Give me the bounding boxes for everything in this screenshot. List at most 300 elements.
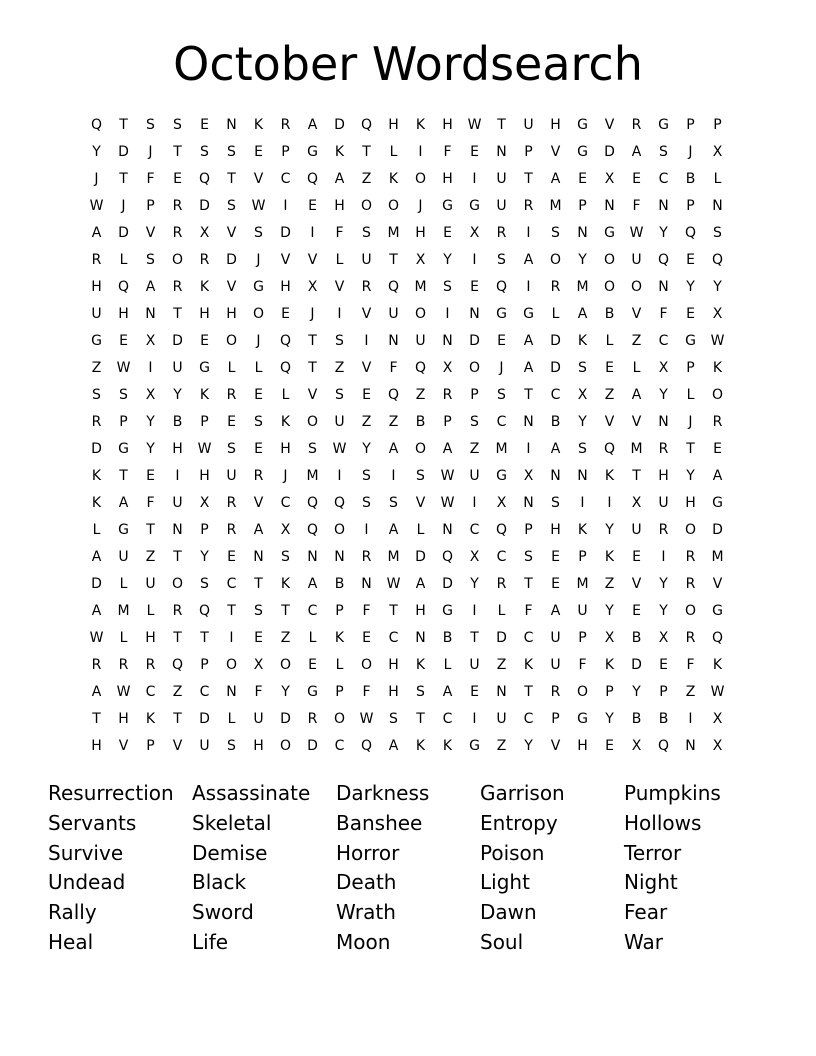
grid-letter: G (496, 467, 507, 484)
grid-letter: G (91, 332, 102, 349)
grid-letter: K (577, 332, 588, 349)
grid-letter: V (631, 575, 642, 592)
grid-letter: R (226, 386, 237, 403)
grid-letter: N (226, 683, 237, 700)
grid-letter: A (550, 170, 561, 187)
grid-letter: W (89, 629, 104, 646)
page-title: October Wordsearch (173, 37, 643, 91)
grid-letter: V (280, 251, 291, 268)
grid-letter: V (334, 278, 345, 295)
grid-letter: P (200, 656, 209, 673)
grid-letter: O (360, 197, 373, 214)
grid-letter: S (578, 359, 587, 376)
grid-letter: K (334, 629, 345, 646)
grid-letter: N (145, 305, 156, 322)
grid-letter: T (254, 575, 263, 592)
grid-letter: O (468, 359, 481, 376)
grid-letter: P (335, 602, 344, 619)
grid-letter: K (577, 521, 588, 538)
grid-letter: S (659, 143, 668, 160)
grid-letter: S (227, 143, 236, 160)
grid-letter: A (550, 602, 561, 619)
grid-letter: T (173, 710, 182, 727)
grid-letter: A (118, 494, 129, 511)
grid-letter: N (550, 467, 561, 484)
grid-letter: E (497, 332, 506, 349)
grid-letter: R (172, 278, 183, 295)
grid-letter: B (604, 305, 615, 322)
grid-letter: P (200, 413, 209, 430)
grid-letter: I (472, 251, 477, 268)
grid-letter: C (334, 737, 345, 754)
grid-letter: E (308, 197, 317, 214)
grid-letter: Z (388, 413, 399, 430)
word-list-item: Assassinate (192, 781, 311, 805)
grid-letter: V (172, 737, 183, 754)
grid-letter: C (388, 629, 399, 646)
grid-letter: Y (605, 521, 614, 538)
grid-letter: Y (659, 602, 668, 619)
grid-letter: T (146, 521, 155, 538)
grid-letter: A (388, 521, 399, 538)
grid-letter: R (631, 116, 642, 133)
word-list-item: Black (192, 870, 247, 895)
grid-letter: G (712, 602, 723, 619)
grid-letter: K (442, 737, 453, 754)
grid-letter: N (712, 197, 723, 214)
grid-letter: F (362, 602, 371, 619)
grid-letter: L (335, 656, 344, 673)
grid-letter: C (469, 521, 480, 538)
word-list-item: Death (336, 870, 397, 895)
grid-letter: G (604, 224, 615, 241)
grid-letter: C (280, 170, 291, 187)
grid-letter: M (387, 548, 400, 565)
grid-letter: Q (684, 224, 697, 241)
grid-letter: J (148, 143, 153, 160)
grid-letter: J (499, 359, 504, 376)
grid-letter: J (256, 251, 261, 268)
grid-letter: A (91, 602, 102, 619)
grid-letter: E (605, 359, 614, 376)
grid-letter: W (197, 440, 212, 457)
grid-letter: T (92, 710, 101, 727)
grid-letter: G (442, 197, 453, 214)
grid-letter: G (253, 278, 264, 295)
grid-letter: R (685, 629, 696, 646)
grid-letter: G (496, 305, 507, 322)
grid-letter: P (443, 413, 452, 430)
grid-letter: K (604, 467, 615, 484)
grid-letter: Q (279, 332, 292, 349)
grid-letter: S (551, 494, 560, 511)
grid-letter: N (172, 521, 183, 538)
grid-letter: W (332, 440, 347, 457)
grid-letter: W (386, 575, 401, 592)
grid-letter: X (199, 224, 210, 241)
grid-letter: K (334, 143, 345, 160)
grid-letter: L (227, 710, 236, 727)
grid-letter: U (469, 467, 480, 484)
grid-letter: R (91, 656, 102, 673)
grid-letter: O (279, 737, 292, 754)
grid-letter: Q (711, 629, 724, 646)
grid-letter: H (253, 737, 264, 754)
grid-letter: N (577, 467, 588, 484)
grid-letter: S (389, 494, 398, 511)
grid-letter: M (711, 548, 724, 565)
grid-letter: A (631, 386, 642, 403)
word-list-item: Survive (48, 840, 124, 865)
grid-letter: S (389, 710, 398, 727)
grid-letter: O (225, 332, 238, 349)
grid-letter: E (254, 629, 263, 646)
grid-letter: C (280, 494, 291, 511)
grid-letter: X (631, 737, 642, 754)
grid-letter: U (334, 413, 345, 430)
grid-letter: L (281, 386, 290, 403)
grid-letter: T (173, 548, 182, 565)
grid-letter: A (631, 143, 642, 160)
grid-letter: O (549, 251, 562, 268)
grid-letter: V (631, 413, 642, 430)
grid-letter: M (117, 602, 130, 619)
grid-letter: I (283, 197, 288, 214)
grid-letter: D (118, 224, 129, 241)
grid-letter: V (550, 143, 561, 160)
grid-letter: W (710, 332, 725, 349)
grid-letter: I (526, 440, 531, 457)
grid-letter: A (550, 440, 561, 457)
grid-letter: E (146, 467, 155, 484)
grid-letter: N (388, 332, 399, 349)
grid-letter: G (712, 494, 723, 511)
grid-letter: F (524, 602, 533, 619)
grid-letter: N (442, 332, 453, 349)
grid-letter: E (686, 251, 695, 268)
grid-letter: H (172, 440, 183, 457)
grid-letter: R (496, 224, 507, 241)
grid-letter: P (200, 521, 209, 538)
grid-letter: P (470, 386, 479, 403)
grid-letter: Y (686, 467, 695, 484)
grid-letter: R (199, 251, 210, 268)
grid-letter: O (252, 305, 265, 322)
grid-letter: U (631, 521, 642, 538)
grid-letter: Q (414, 359, 427, 376)
word-list-item: War (624, 929, 663, 954)
grid-letter: V (604, 413, 615, 430)
grid-letter: X (712, 305, 723, 322)
grid-letter: I (391, 467, 396, 484)
grid-letter: A (415, 575, 426, 592)
grid-letter: B (415, 413, 426, 430)
grid-letter: J (121, 197, 126, 214)
grid-letter: Q (198, 170, 211, 187)
grid-letter: D (442, 575, 453, 592)
grid-letter: K (199, 386, 210, 403)
grid-letter: O (630, 278, 643, 295)
grid-letter: V (226, 278, 237, 295)
grid-letter: N (604, 197, 615, 214)
grid-letter: R (712, 413, 723, 430)
grid-letter: Y (659, 386, 668, 403)
grid-letter: Q (603, 440, 616, 457)
grid-letter: Y (281, 683, 290, 700)
grid-letter: D (496, 629, 507, 646)
grid-letter: U (361, 251, 372, 268)
grid-letter: I (526, 278, 531, 295)
grid-letter: A (388, 737, 399, 754)
grid-letter: R (361, 548, 372, 565)
grid-letter: N (577, 224, 588, 241)
grid-letter: H (415, 602, 426, 619)
grid-letter: Z (280, 629, 291, 646)
grid-letter: R (550, 683, 561, 700)
grid-letter: O (603, 278, 616, 295)
grid-letter: P (524, 143, 533, 160)
grid-letter: E (227, 548, 236, 565)
grid-letter: L (335, 251, 344, 268)
grid-letter: B (172, 413, 183, 430)
grid-letter: X (604, 629, 615, 646)
grid-letter: Q (360, 116, 373, 133)
grid-letter: S (497, 251, 506, 268)
grid-letter: N (226, 116, 237, 133)
grid-letter: K (415, 656, 426, 673)
grid-letter: S (497, 386, 506, 403)
grid-letter: R (442, 386, 453, 403)
grid-letter: R (685, 548, 696, 565)
grid-letter: Z (604, 386, 615, 403)
grid-letter: Q (495, 278, 508, 295)
grid-letter: P (551, 710, 560, 727)
grid-letter: N (658, 197, 669, 214)
word-list-item: Soul (480, 929, 524, 954)
grid-letter: N (361, 575, 372, 592)
grid-letter: C (226, 575, 237, 592)
grid-letter: O (711, 386, 724, 403)
grid-letter: A (334, 170, 345, 187)
grid-letter: C (307, 602, 318, 619)
grid-letter: P (713, 116, 722, 133)
grid-letter: U (172, 359, 183, 376)
grid-letter: T (119, 467, 128, 484)
grid-letter: G (577, 116, 588, 133)
grid-letter: P (605, 683, 614, 700)
grid-letter: S (551, 224, 560, 241)
grid-letter: N (415, 629, 426, 646)
grid-letter: Q (657, 251, 670, 268)
grid-letter: K (523, 656, 534, 673)
grid-letter: V (361, 305, 372, 322)
grid-letter: D (307, 737, 318, 754)
grid-letter: K (388, 170, 399, 187)
grid-letter: E (632, 548, 641, 565)
grid-letter: S (173, 116, 182, 133)
grid-letter: A (91, 683, 102, 700)
grid-letter: Y (443, 251, 452, 268)
grid-letter: B (631, 629, 642, 646)
word-list-item: Hollows (624, 810, 702, 835)
grid-letter: P (281, 143, 290, 160)
grid-letter: G (118, 521, 129, 538)
grid-letter: S (254, 224, 263, 241)
grid-letter: E (308, 656, 317, 673)
grid-letter: S (92, 386, 101, 403)
grid-letter: P (686, 197, 695, 214)
word-list-item: Dawn (480, 900, 537, 925)
grid-letter: K (199, 278, 210, 295)
grid-letter: U (253, 710, 264, 727)
grid-letter: H (199, 467, 210, 484)
grid-letter: U (523, 116, 534, 133)
grid-letter: N (658, 413, 669, 430)
grid-letter: Q (387, 278, 400, 295)
grid-letter: R (307, 710, 318, 727)
grid-letter: B (658, 710, 669, 727)
grid-letter: V (361, 359, 372, 376)
grid-letter: X (307, 278, 318, 295)
grid-letter: B (631, 710, 642, 727)
grid-letter: W (359, 710, 374, 727)
grid-letter: R (91, 413, 102, 430)
grid-letter: E (200, 332, 209, 349)
grid-letter: P (146, 197, 155, 214)
grid-letter: V (253, 170, 264, 187)
grid-letter: D (631, 656, 642, 673)
grid-letter: S (146, 251, 155, 268)
grid-letter: F (146, 170, 155, 187)
grid-letter: T (227, 170, 236, 187)
grid-letter: E (686, 305, 695, 322)
grid-letter: Q (279, 359, 292, 376)
grid-letter: K (604, 548, 615, 565)
grid-letter: V (253, 494, 264, 511)
word-list-item: Poison (480, 840, 545, 865)
grid-letter: H (118, 710, 129, 727)
grid-letter: D (550, 359, 561, 376)
grid-letter: N (523, 413, 534, 430)
grid-letter: R (118, 656, 129, 673)
grid-letter: G (469, 197, 480, 214)
grid-letter: K (280, 413, 291, 430)
grid-letter: W (710, 683, 725, 700)
grid-letter: O (333, 710, 346, 727)
grid-letter: M (495, 440, 508, 457)
grid-letter: E (605, 737, 614, 754)
grid-letter: T (389, 602, 398, 619)
grid-letter: W (251, 197, 266, 214)
word-list-item: Light (480, 870, 530, 895)
grid-letter: Q (306, 521, 319, 538)
grid-letter: B (442, 629, 453, 646)
grid-letter: E (281, 305, 290, 322)
grid-letter: M (549, 197, 562, 214)
grid-letter: Y (713, 278, 722, 295)
grid-letter: E (362, 386, 371, 403)
grid-letter: D (280, 710, 291, 727)
grid-letter: N (442, 521, 453, 538)
grid-letter: G (307, 143, 318, 160)
grid-letter: R (550, 278, 561, 295)
grid-letter: R (91, 251, 102, 268)
grid-letter: C (442, 710, 453, 727)
grid-letter: X (469, 548, 480, 565)
grid-letter: T (173, 143, 182, 160)
grid-letter: L (632, 359, 641, 376)
grid-letter: L (551, 305, 560, 322)
grid-letter: G (307, 683, 318, 700)
grid-letter: O (279, 656, 292, 673)
grid-letter: K (415, 116, 426, 133)
grid-letter: M (414, 278, 427, 295)
grid-letter: H (415, 224, 426, 241)
grid-letter: R (658, 521, 669, 538)
grid-letter: I (472, 170, 477, 187)
grid-letter: M (306, 467, 319, 484)
grid-letter: E (443, 224, 452, 241)
grid-letter: T (173, 305, 182, 322)
grid-letter: V (604, 116, 615, 133)
grid-letter: B (685, 170, 696, 187)
grid-letter: U (199, 737, 210, 754)
grid-letter: N (307, 548, 318, 565)
grid-letter: L (443, 656, 452, 673)
grid-letter: B (334, 575, 345, 592)
grid-letter: E (632, 602, 641, 619)
grid-letter: C (145, 683, 156, 700)
grid-letter: F (362, 683, 371, 700)
grid-letter: T (470, 629, 479, 646)
grid-letter: A (253, 521, 264, 538)
grid-letter: T (524, 170, 533, 187)
grid-letter: E (173, 170, 182, 187)
grid-letter: S (146, 116, 155, 133)
grid-letter: H (550, 521, 561, 538)
grid-letter: L (713, 170, 722, 187)
grid-letter: X (145, 332, 156, 349)
grid-letter: Q (90, 116, 103, 133)
grid-letter: D (199, 197, 210, 214)
grid-letter: D (280, 224, 291, 241)
grid-letter: N (253, 548, 264, 565)
grid-letter: X (658, 359, 669, 376)
grid-letter: M (630, 440, 643, 457)
grid-letter: O (333, 521, 346, 538)
grid-letter: R (523, 197, 534, 214)
grid-letter: O (360, 656, 373, 673)
grid-letter: D (550, 332, 561, 349)
grid-letter: Q (306, 170, 319, 187)
grid-letter: Y (362, 440, 371, 457)
grid-letter: Y (659, 224, 668, 241)
grid-letter: P (578, 548, 587, 565)
grid-letter: V (307, 251, 318, 268)
grid-letter: H (145, 629, 156, 646)
grid-letter: S (362, 494, 371, 511)
grid-letter: D (604, 143, 615, 160)
grid-letter: Y (605, 710, 614, 727)
grid-letter: T (416, 710, 425, 727)
grid-letter: X (442, 359, 453, 376)
grid-letter: C (199, 683, 210, 700)
grid-letter: U (496, 170, 507, 187)
grid-letter: A (91, 224, 102, 241)
grid-letter: L (308, 629, 317, 646)
grid-letter: L (389, 143, 398, 160)
grid-letter: O (576, 683, 589, 700)
